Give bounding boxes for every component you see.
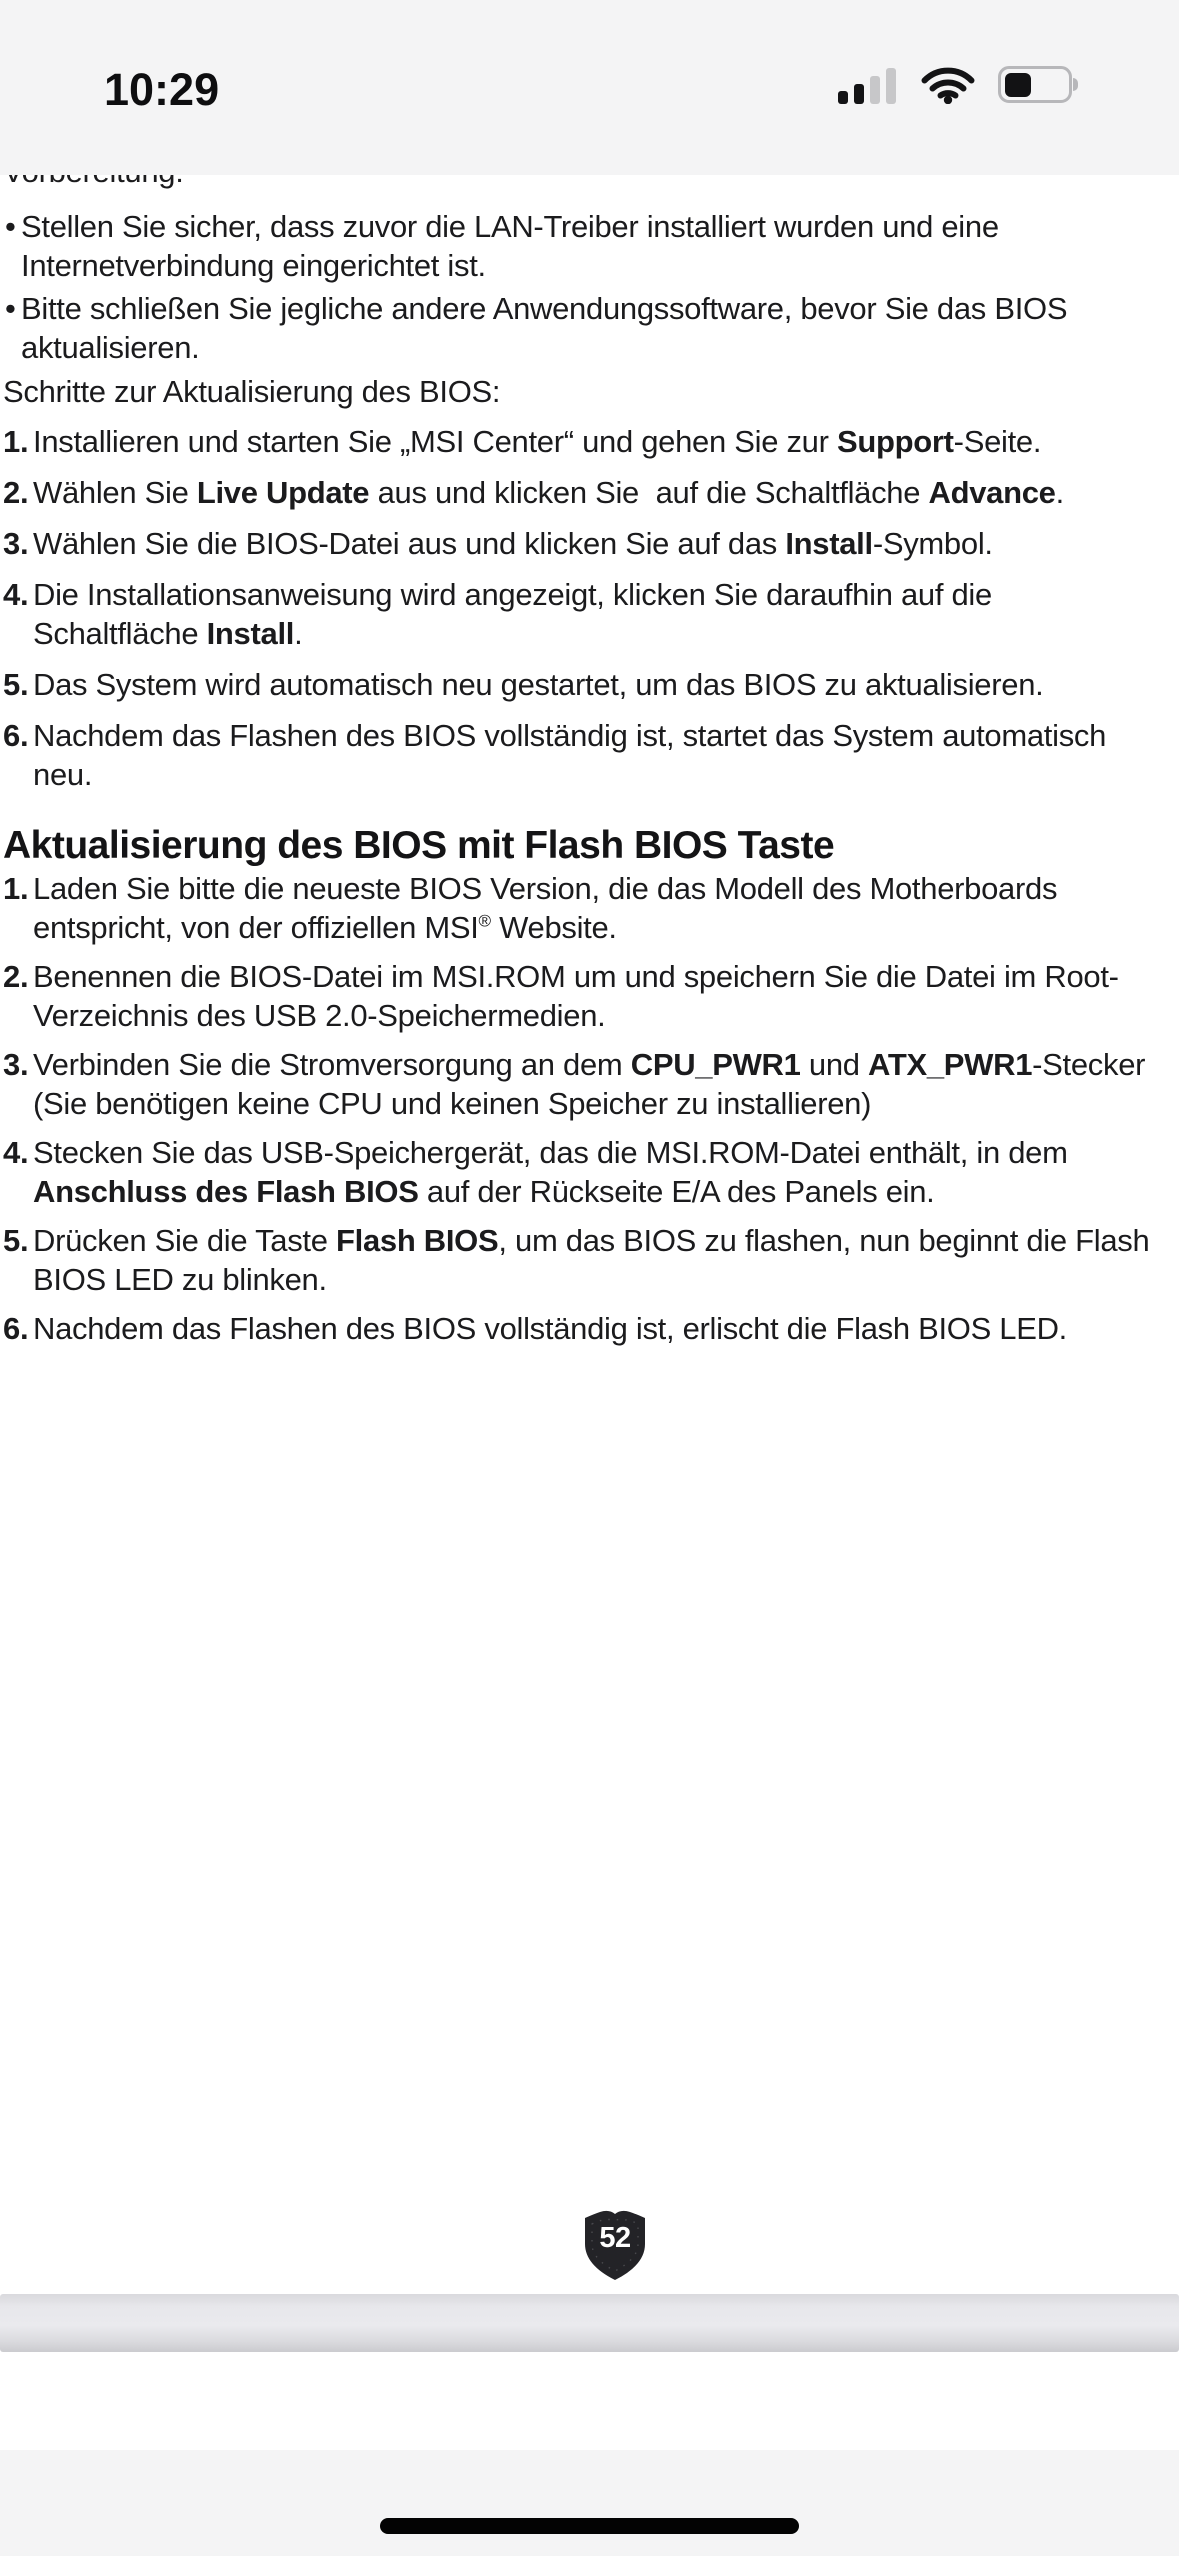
section-heading: Aktualisierung des BIOS mit Flash BIOS Taste <box>3 824 835 867</box>
text-line: Nachdem das Flashen des BIOS vollständig ist, startet das System automatisch <box>33 718 1107 753</box>
step-number: 5. <box>3 1223 29 1258</box>
text-line: Benennen die BIOS-Datei im MSI.ROM um und speichern Sie die Datei im Root- <box>33 959 1119 994</box>
battery-fill <box>1005 73 1031 97</box>
list-item <box>0 716 1179 794</box>
cellular-signal-icon <box>838 68 904 104</box>
list-item <box>0 575 1179 653</box>
home-indicator[interactable] <box>380 2518 799 2534</box>
text-line: Anschluss des Flash BIOS auf der Rückseite E/A des Panels ein. <box>33 1174 935 1209</box>
text-line: Die Installationsanweisung wird angezeigt, klicken Sie daraufhin auf die <box>33 577 992 612</box>
step-number: 3. <box>3 526 29 561</box>
page-number-badge <box>583 2205 647 2283</box>
step-number: 2. <box>3 475 29 510</box>
text-line: Installieren und starten Sie „MSI Center“ und gehen Sie zur Support-Seite. <box>33 424 1042 459</box>
bullet-dot-icon: • <box>5 209 16 244</box>
status-bar <box>0 0 1179 175</box>
bullet-list <box>0 207 1179 367</box>
text-line: aktualisieren. <box>21 330 200 365</box>
list-item <box>0 1221 1179 1299</box>
text-line: (Sie benötigen keine CPU und keinen Speicher zu installieren) <box>33 1086 872 1121</box>
list-item <box>0 869 1179 947</box>
text-line: Internetverbindung eingerichtet ist. <box>21 248 486 283</box>
text-line: Nachdem das Flashen des BIOS vollständig ist, erlischt die Flash BIOS LED. <box>33 1311 1067 1346</box>
step-number: 6. <box>3 1311 29 1346</box>
text-line: Wählen Sie Live Update aus und klicken Sie auf die Schaltfläche Advance. <box>33 475 1064 510</box>
step-number: 1. <box>3 871 29 906</box>
step-number: 3. <box>3 1047 29 1082</box>
text-line: BIOS LED zu blinken. <box>33 1262 327 1297</box>
step-number: 4. <box>3 577 29 612</box>
text-line: Wählen Sie die BIOS-Datei aus und klicken Sie auf das Install-Symbol. <box>33 526 993 561</box>
battery-cap <box>1073 78 1078 91</box>
step-number: 1. <box>3 424 29 459</box>
text-line: Verbinden Sie die Stromversorgung an dem CPU_PWR1 und ATX_PWR1-Stecker <box>33 1047 1146 1082</box>
list-item <box>0 1045 1179 1123</box>
text-line: entspricht, von der offiziellen MSI® Website. <box>33 910 617 945</box>
footer-area <box>0 2450 1179 2556</box>
flash-bios-steps <box>0 869 1179 1348</box>
list-item <box>0 957 1179 1035</box>
list-item <box>0 473 1179 512</box>
text-line: Das System wird automatisch neu gestartet, um das BIOS zu aktualisieren. <box>33 667 1044 702</box>
text-line: Laden Sie bitte die neueste BIOS Version, die das Modell des Motherboards <box>33 871 1058 906</box>
step-number: 5. <box>3 667 29 702</box>
bios-update-steps <box>0 422 1179 794</box>
list-item <box>0 422 1179 461</box>
page-number: 52 <box>599 2222 631 2254</box>
text-line: Bitte schließen Sie jegliche andere Anwendungssoftware, bevor Sie das BIOS <box>21 291 1068 326</box>
step-number: 6. <box>3 718 29 753</box>
wifi-icon <box>920 64 976 104</box>
step-number: 4. <box>3 1135 29 1170</box>
text-line: Stecken Sie das USB-Speichergerät, das die MSI.ROM-Datei enthält, in dem <box>33 1135 1068 1170</box>
text-line: Schaltfläche Install. <box>33 616 303 651</box>
text-line: neu. <box>33 757 93 792</box>
bottom-scrubber-bar[interactable] <box>0 2294 1179 2352</box>
text-line: Verzeichnis des USB 2.0-Speichermedien. <box>33 998 606 1033</box>
list-item <box>0 1309 1179 1348</box>
bullet-dot-icon: • <box>5 291 16 326</box>
bullet-item <box>0 207 1179 285</box>
battery-icon <box>998 66 1072 103</box>
steps-intro: Schritte zur Aktualisierung des BIOS: <box>3 374 501 409</box>
bullet-item <box>0 289 1179 367</box>
step-number: 2. <box>3 959 29 994</box>
list-item <box>0 524 1179 563</box>
list-item <box>0 1133 1179 1211</box>
status-time: 10:29 <box>104 64 220 115</box>
text-line: Stellen Sie sicher, dass zuvor die LAN-Treiber installiert wurden und eine <box>21 209 999 244</box>
text-line: Drücken Sie die Taste Flash BIOS, um das BIOS zu flashen, nun beginnt die Flash <box>33 1223 1150 1258</box>
list-item <box>0 665 1179 704</box>
